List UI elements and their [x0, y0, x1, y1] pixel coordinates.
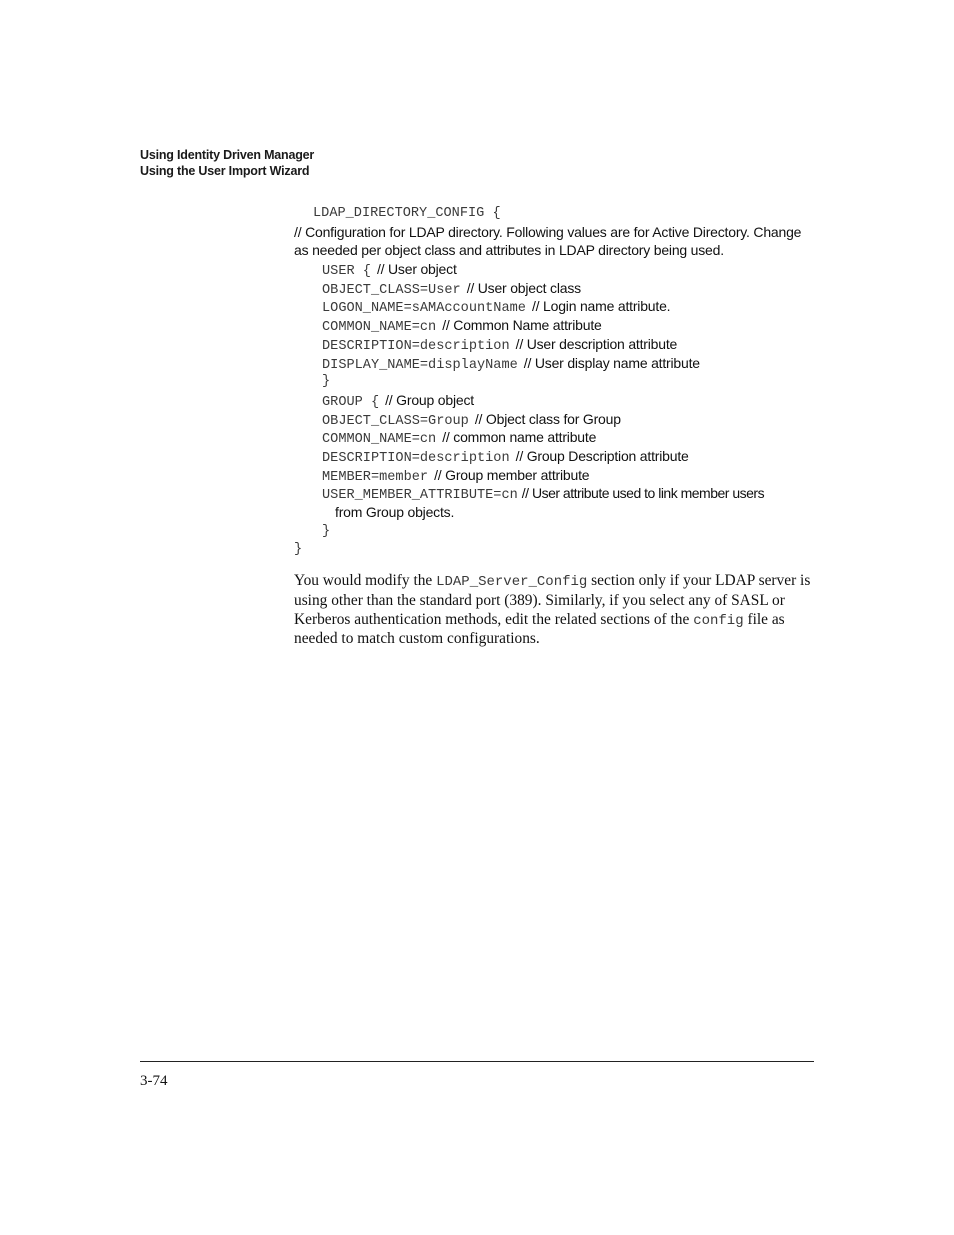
code-text: USER_MEMBER_ATTRIBUTE=cn [322, 488, 518, 504]
code-text: DESCRIPTION=description [322, 338, 510, 354]
code-line-user-description [294, 335, 824, 354]
code-text: } [322, 374, 331, 390]
comment-text: // Group object [385, 391, 474, 408]
comment-text: // User object [376, 261, 457, 278]
code-line-member [294, 466, 824, 485]
comment-text: // common name attribute [442, 429, 597, 446]
config-code-block [294, 204, 824, 559]
code-line-group-object-class [294, 410, 824, 429]
code-line-logon-name [294, 297, 824, 316]
code-text: USER { [322, 264, 371, 280]
comment-text: // User attribute used to link member users [521, 485, 765, 502]
code-line-user-common-name [294, 316, 824, 335]
comment-text: // Common Name attribute [442, 317, 602, 334]
chapter-title: Using Identity Driven Manager [140, 148, 315, 162]
explanation-paragraph [294, 572, 819, 649]
code-line-group-open [294, 391, 824, 410]
inline-code: LDAP_Server_Config [436, 574, 588, 590]
comment-text: // Group member attribute [434, 466, 590, 483]
code-text: DESCRIPTION=description [322, 450, 510, 466]
inline-code: config [693, 612, 744, 629]
code-text: LOGON_NAME=sAMAccountName [322, 301, 526, 317]
page-number: 3-74 [140, 1073, 168, 1089]
code-text: DISPLAY_NAME=displayName [322, 357, 518, 373]
code-line-group-common-name [294, 428, 824, 447]
paragraph-text: file as needed to match custom configurations. [294, 610, 785, 648]
code-line-user-object-class [294, 279, 824, 298]
comment-text: // User display name attribute [523, 354, 700, 371]
paragraph-text: You would modify the [294, 572, 437, 589]
code-line-display-name [294, 354, 824, 373]
comment-text: // Configuration for LDAP directory. Following values are for Active Directory. Change [294, 223, 802, 240]
code-text: MEMBER=member [322, 469, 429, 485]
comment-text: // Login name attribute. [531, 298, 671, 315]
code-comment-line [294, 223, 824, 242]
code-text: GROUP { [322, 394, 380, 410]
comment-text: as needed per object class and attributes in LDAP directory being used. [294, 242, 724, 259]
comment-text: // Object class for Group [474, 410, 621, 427]
code-text: } [322, 523, 331, 539]
code-line-user-open [294, 260, 824, 279]
code-comment-line [294, 241, 824, 260]
section-title: Using the User Import Wizard [140, 164, 310, 178]
code-text: LDAP_DIRECTORY_CONFIG { [313, 206, 501, 221]
code-text: OBJECT_CLASS=Group [322, 413, 469, 429]
code-line-group-close [294, 522, 824, 541]
code-line-group-description [294, 447, 824, 466]
code-text: OBJECT_CLASS=User [322, 282, 461, 298]
comment-text: from Group objects. [335, 504, 455, 520]
code-line-user-close [294, 372, 824, 391]
running-header [140, 147, 314, 179]
paragraph-text: section only if your LDAP server is using other than the standard port (389). Similarly, if you select any of SASL or Kerberos authentication methods, edit the related sections of the [294, 572, 811, 628]
comment-text: // Group Description attribute [515, 447, 689, 464]
comment-text: // User description attribute [515, 335, 678, 352]
footer-divider [140, 1061, 814, 1062]
code-comment-continuation [294, 503, 824, 522]
code-line-user-member-attribute [294, 484, 824, 503]
code-line-open [294, 204, 824, 223]
code-text: COMMON_NAME=cn [322, 320, 437, 336]
code-line-close [294, 540, 824, 559]
comment-text: // User object class [466, 279, 581, 296]
code-text: } [294, 542, 303, 558]
code-text: COMMON_NAME=cn [322, 432, 437, 448]
